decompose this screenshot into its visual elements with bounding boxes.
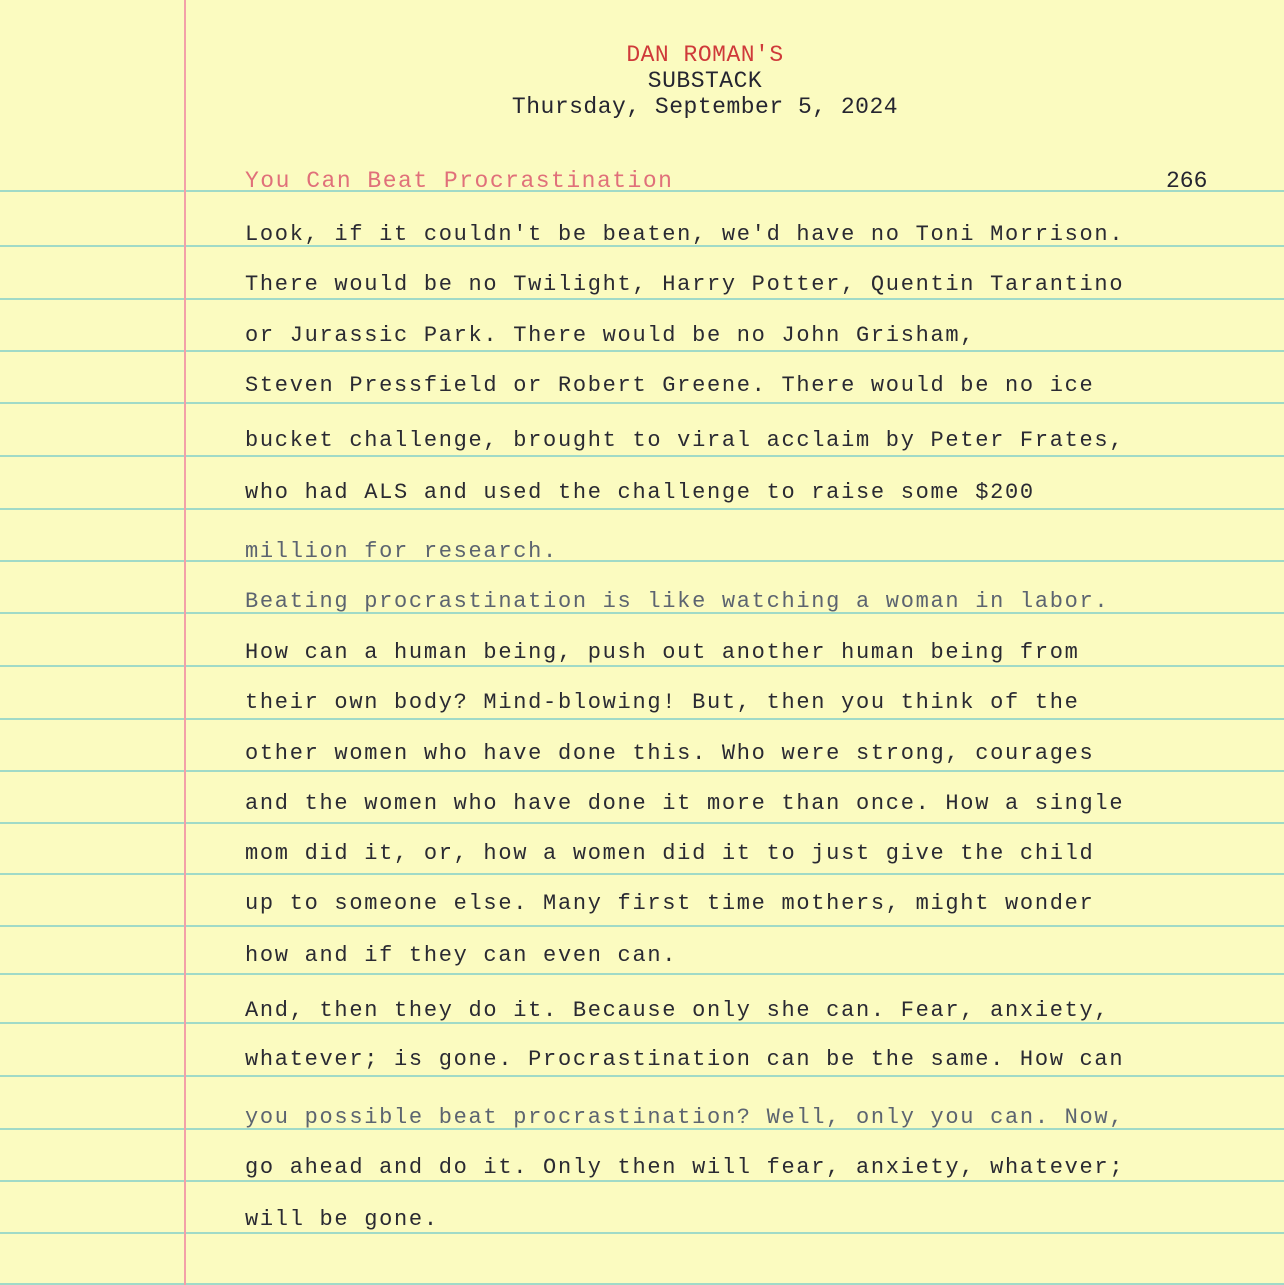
margin-line: [184, 0, 186, 1285]
body-line: other women who have done this. Who were strong, courages: [245, 741, 1095, 766]
ruled-line: [0, 822, 1284, 824]
body-line: There would be no Twilight, Harry Potter, Quentin Tarantino: [245, 272, 1125, 297]
ruled-line: [0, 973, 1284, 975]
header-publication: SUBSTACK: [647, 68, 763, 94]
header-author: DAN ROMAN'S: [626, 42, 784, 68]
ruled-line: [0, 925, 1284, 927]
body-line: their own body? Mind-blowing! But, then you think of the: [245, 690, 1080, 715]
body-line: How can a human being, push out another human being from: [245, 640, 1080, 665]
header-date: Thursday, September 5, 2024: [511, 94, 899, 120]
ruled-line: [0, 770, 1284, 772]
ruled-line: [0, 298, 1284, 300]
ruled-line: [0, 1232, 1284, 1234]
body-line: how and if they can even can.: [245, 943, 678, 968]
body-line: or Jurassic Park. There would be no John Grisham,: [245, 323, 976, 348]
ruled-line: [0, 1180, 1284, 1182]
ruled-line: [0, 455, 1284, 457]
body-line: up to someone else. Many first time mothers, might wonder: [245, 891, 1095, 916]
body-line: and the women who have done it more than once. How a single: [245, 791, 1125, 816]
body-line: million for research.: [245, 539, 558, 564]
body-line: whatever; is gone. Procrastination can be the same. How can: [245, 1047, 1125, 1072]
body-line: will be gone.: [245, 1207, 439, 1232]
body-line: Beating procrastination is like watching a woman in labor.: [245, 589, 1110, 614]
ruled-line: [0, 350, 1284, 352]
ruled-line: [0, 508, 1284, 510]
body-line: who had ALS and used the challenge to raise some $200: [245, 480, 1035, 505]
body-line: And, then they do it. Because only she can. Fear, anxiety,: [245, 998, 1110, 1023]
body-line: Steven Pressfield or Robert Greene. There would be no ice: [245, 373, 1095, 398]
ruled-line: [0, 718, 1284, 720]
ruled-line: [0, 402, 1284, 404]
body-line: mom did it, or, how a women did it to just give the child: [245, 841, 1095, 866]
body-line: Look, if it couldn't be beaten, we'd have no Toni Morrison.: [245, 222, 1125, 247]
post-title: You Can Beat Procrastination: [245, 168, 674, 194]
body-line: bucket challenge, brought to viral acclaim by Peter Frates,: [245, 428, 1125, 453]
body-line: go ahead and do it. Only then will fear, anxiety, whatever;: [245, 1155, 1125, 1180]
body-line: you possible beat procrastination? Well, only you can. Now,: [245, 1105, 1125, 1130]
ruled-line: [0, 1075, 1284, 1077]
ruled-line: [0, 560, 1284, 562]
post-number: 266: [1166, 168, 1208, 194]
ruled-line: [0, 665, 1284, 667]
ruled-line: [0, 873, 1284, 875]
